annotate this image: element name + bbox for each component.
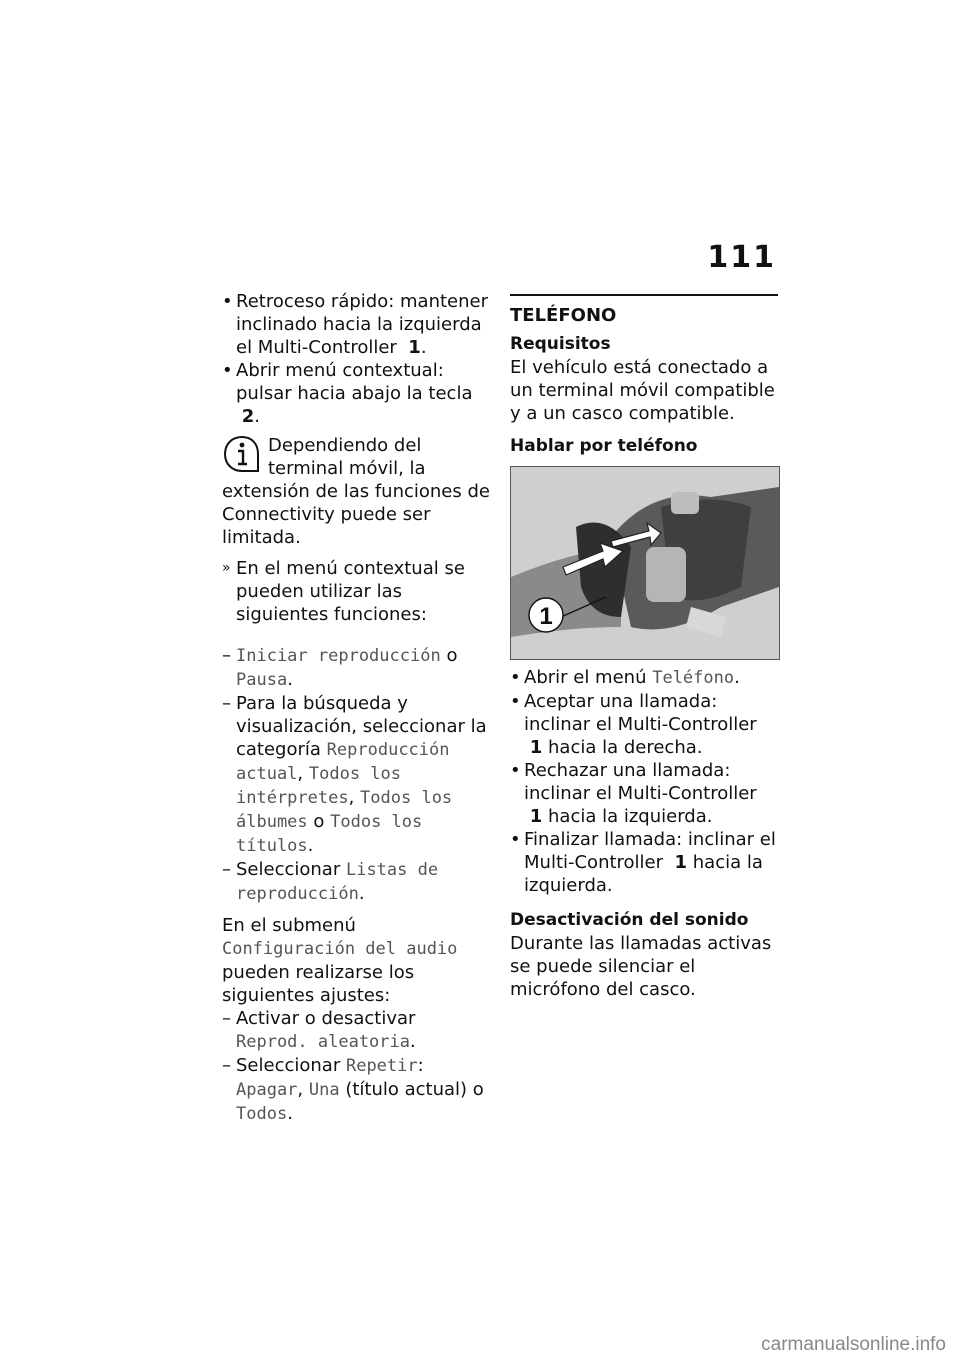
list-item: • Abrir menú contextual: pulsar hacia abajo la tecla 2. <box>222 360 473 427</box>
dash-icon: – <box>222 859 231 880</box>
bullet-icon: • <box>510 691 521 712</box>
paragraph: En el submenú Configuración del audio pueden realizarse los siguientes ajustes: <box>222 915 458 1006</box>
dash-icon: – <box>222 645 231 666</box>
bullet-icon: • <box>510 760 521 781</box>
paragraph: Durante las llamadas activas se puede silenciar el micrófono del casco. <box>510 933 772 1000</box>
right-column <box>510 290 778 1001</box>
left-column <box>222 290 490 1126</box>
list-item: • Abrir el menú Teléfono. <box>510 667 740 688</box>
list-item: • Rechazar una llamada: inclinar el Multi-Controller 1 hacia la izquierda. <box>510 760 757 827</box>
info-icon <box>222 434 262 474</box>
list-item: – Para la búsqueda y visualización, seleccionar la categoría Reproducción actual, Todos los intérpretes, Todos los álbumes o Todos los títulos. <box>222 693 487 856</box>
bullet-icon: • <box>222 291 233 312</box>
section-title: TELÉFONO <box>510 305 617 326</box>
subsection-title: Desactivación del sonido <box>510 910 749 930</box>
list-item: » En el menú contextual se pueden utilizar las siguientes funciones: <box>222 558 465 625</box>
dash-icon: – <box>222 1008 231 1029</box>
figure-callout-label: 1 <box>539 603 553 630</box>
list-item: – Activar o desactivar Reprod. aleatoria. <box>222 1008 416 1052</box>
bullet-icon: • <box>510 829 521 850</box>
paragraph: El vehículo está conectado a un terminal móvil compatible y a un casco compatible. <box>510 357 775 424</box>
list-item: • Retroceso rápido: mantener inclinado hacia la izquierda el Multi-Controller 1. <box>222 291 488 358</box>
multi-controller-illustration <box>511 467 779 659</box>
section-rule <box>510 294 778 296</box>
list-item: – Seleccionar Repetir: Apagar, Una (título actual) o Todos. <box>222 1055 484 1124</box>
list-item: – Iniciar reproducción o Pausa. <box>222 645 458 690</box>
page-number: 111 <box>707 240 776 275</box>
info-note <box>222 434 490 549</box>
list-item: • Aceptar una llamada: inclinar el Multi-Controller 1 hacia la derecha. <box>510 691 757 758</box>
dash-icon: – <box>222 693 231 714</box>
list-item: • Finalizar llamada: inclinar el Multi-Controller 1 hacia la izquierda. <box>510 829 776 896</box>
subsection-title: Hablar por teléfono <box>510 436 698 456</box>
bullet-icon: • <box>222 360 233 381</box>
watermark-link[interactable]: carmanualsonline.info <box>761 1334 946 1355</box>
subsection-title: Requisitos <box>510 334 611 354</box>
handlebar-figure <box>510 466 780 660</box>
note-text: Dependiendo del terminal móvil, la extensión de las funciones de Connectivity puede ser limitada. <box>222 435 490 548</box>
bullet-icon: • <box>510 667 521 688</box>
list-item: – Seleccionar Listas de reproducción. <box>222 859 439 904</box>
dash-icon: – <box>222 1055 231 1076</box>
arrow-icon: » <box>222 560 231 576</box>
